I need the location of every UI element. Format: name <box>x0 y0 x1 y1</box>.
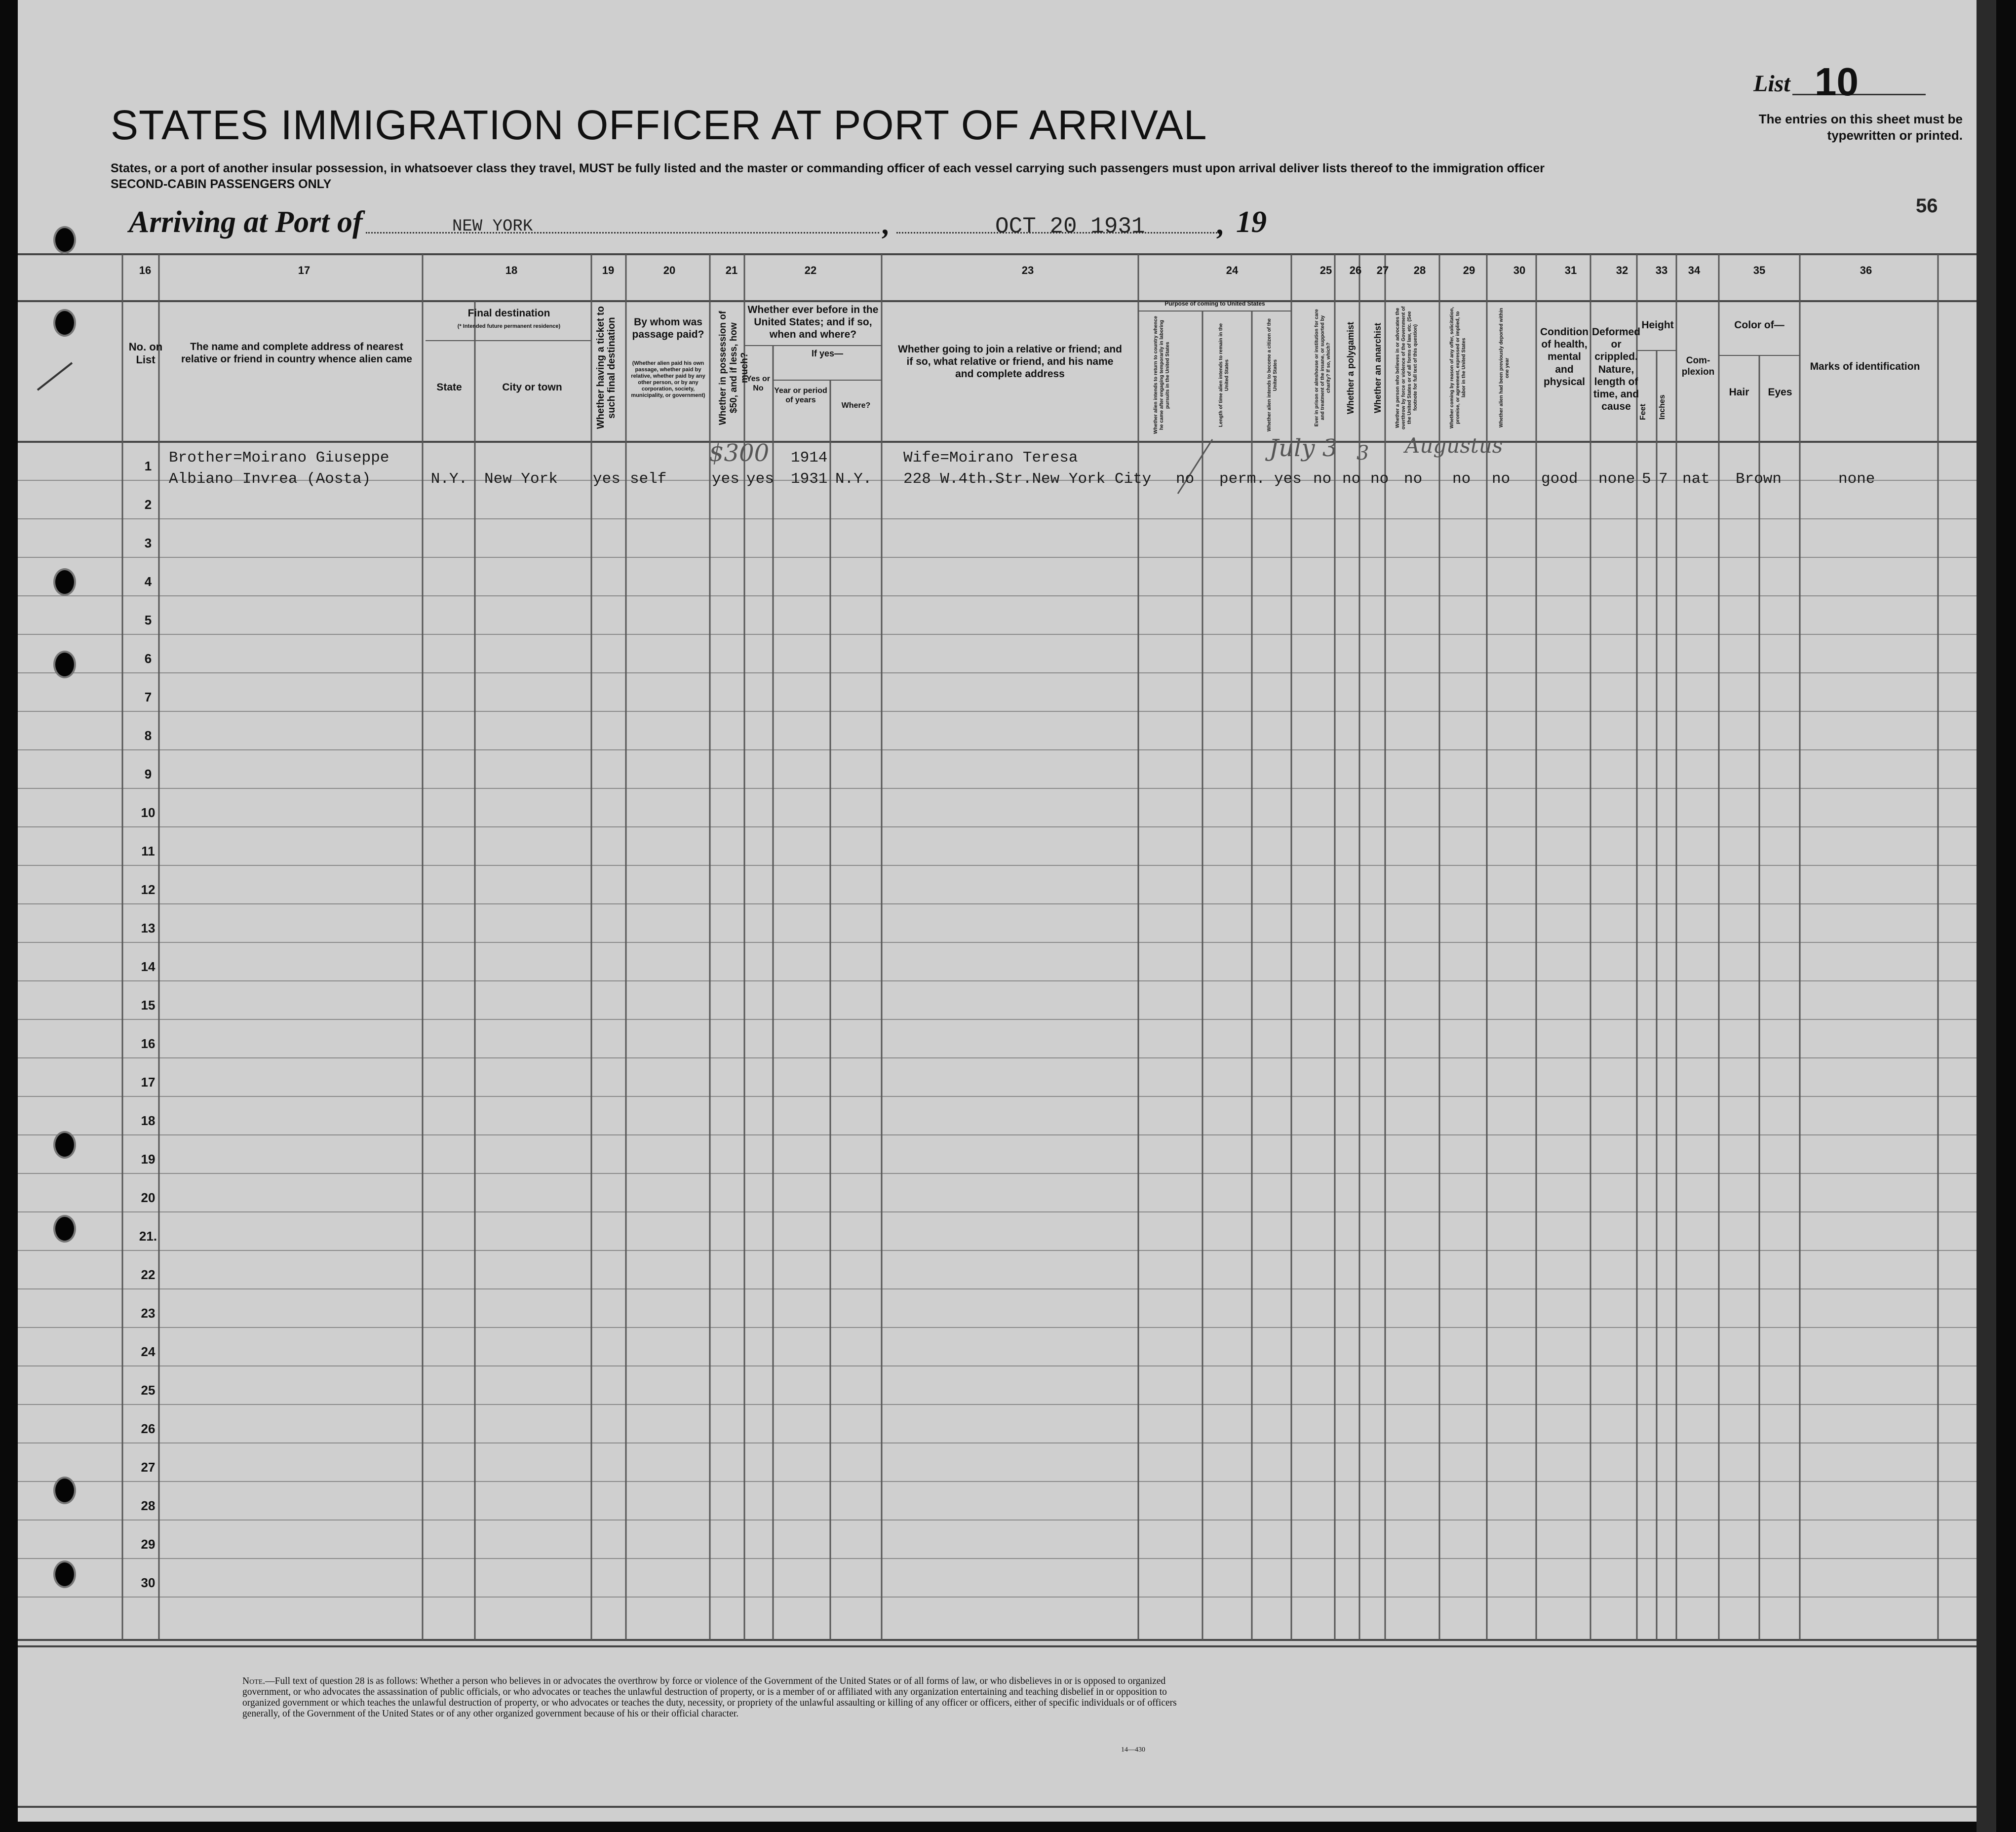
col-number: 18 <box>505 264 518 276</box>
entry-join-line-2: 228 W.4th.Str.New York City <box>903 470 1152 488</box>
entry-before-in-us: yes <box>746 470 774 488</box>
entry-marks: none <box>1838 470 1875 488</box>
row-number: 9 <box>144 767 152 781</box>
row-number: 18 <box>141 1113 155 1128</box>
row-number: 20 <box>141 1190 155 1205</box>
header-state: State <box>436 382 462 393</box>
header-city: City or town <box>502 382 562 393</box>
header-passage-paid: By whom was passage paid? <box>632 316 704 341</box>
entry-hair: Brown <box>1736 470 1782 488</box>
row-number: 12 <box>141 882 155 897</box>
header-purpose-citizen: Whether alien intends to become a citizen of the United States <box>1267 318 1278 432</box>
binder-hole <box>55 1133 74 1157</box>
row-number: 5 <box>144 613 152 627</box>
row-number: 30 <box>141 1575 155 1590</box>
row-number: 3 <box>144 536 152 550</box>
row-number: 10 <box>141 805 155 820</box>
header-if-yes: If yes— <box>811 349 844 358</box>
header-final-destination: Final destination <box>467 308 550 319</box>
row-number: 14 <box>141 959 155 974</box>
arrival-date: OCT 20 1931 <box>995 214 1145 239</box>
row-number: 2 <box>144 497 152 512</box>
entry-deported: no <box>1492 470 1511 488</box>
header-no-on-list: No. on List <box>128 341 163 366</box>
row-number: 4 <box>144 574 152 589</box>
binder-hole <box>55 1562 74 1586</box>
entry-inches: 7 <box>1659 470 1668 488</box>
entry-purpose-length: perm. <box>1219 470 1266 488</box>
header-color-of: Color of— <box>1734 319 1784 331</box>
col-number: 27 <box>1376 264 1389 276</box>
header-labor-offer: Whether coming by reason of any offer, solicitation, promise, or agreement, expressed or implied, to labor in the United States <box>1449 307 1467 429</box>
row-number: 11 <box>141 844 155 858</box>
arriving-port-label: Arriving at Port of <box>129 205 363 239</box>
subtitle-line-1: States, or a port of another insular possession, in whatsoever class they travel, MUST be fully listed and the master or commanding officer of each vessel carrying such passengers must upon arrival deliver lists thereof to the immigration officer <box>111 161 1545 175</box>
header-deported: Whether alien had been previously deported within one year <box>1499 308 1510 428</box>
header-final-destination-note: (* Intended future permanent residence) <box>457 323 561 329</box>
col-number: 16 <box>139 264 152 276</box>
header-health: Condition of health, mental and physical <box>1540 326 1589 388</box>
header-polygamist: Whether a polygamist <box>1346 321 1356 414</box>
header-passage-paid-note: (Whether alien paid his own passage, whether paid by relative, whether paid by any other person, or by any corporation, society, municipality, or government) <box>631 360 705 398</box>
entry-passage: self <box>630 470 667 488</box>
entry-money: yes <box>712 470 739 488</box>
col-number: 24 <box>1226 264 1239 276</box>
pencil-tick <box>38 363 72 390</box>
entry-relative-line-1: Brother=Moirano Giuseppe <box>169 449 389 467</box>
row-number: 25 <box>141 1383 155 1398</box>
row-number: 22 <box>141 1267 155 1282</box>
comma-1: , <box>883 208 890 240</box>
col-number: 26 <box>1349 264 1362 276</box>
col-number: 29 <box>1463 264 1475 276</box>
list-label: List <box>1753 71 1790 97</box>
header-complexion: Com- plexion <box>1681 355 1715 377</box>
row-number: 29 <box>141 1537 155 1552</box>
entry-deformed: none <box>1598 470 1635 488</box>
binder-hole <box>55 570 74 594</box>
col-number: 33 <box>1655 264 1668 276</box>
row-number: 24 <box>141 1344 155 1359</box>
entry-labor-offer: no <box>1452 470 1471 488</box>
header-nearest-relative: The name and complete address of nearest relative or friend in country whence alien came <box>181 341 412 365</box>
header-ticket: Whether having a ticket to such final destination <box>595 306 617 429</box>
row-number: 26 <box>141 1421 155 1436</box>
row-number: 7 <box>144 690 152 704</box>
entry-year-1: 1914 <box>791 449 828 467</box>
header-money: Whether in possession of $50, and if less, how much? <box>718 311 750 425</box>
header-where: Where? <box>841 401 871 410</box>
header-anarchist: Whether an anarchist <box>1373 322 1383 413</box>
handwritten-date-note: July 3 <box>1269 434 1338 462</box>
entry-health: good <box>1541 470 1578 488</box>
entry-purpose-citizen: yes <box>1274 470 1302 488</box>
binder-hole <box>55 1217 74 1241</box>
header-eyes: Eyes <box>1768 387 1792 398</box>
row-number: 16 <box>141 1036 155 1051</box>
header-inches: Inches <box>1658 394 1667 420</box>
col-number: 25 <box>1319 264 1332 276</box>
header-feet: Feet <box>1639 404 1647 421</box>
header-height: Height <box>1641 319 1674 331</box>
row-number: 13 <box>141 921 155 935</box>
entry-year-2: 1931 <box>791 470 828 488</box>
row-number: 1 <box>144 459 152 473</box>
binder-hole <box>55 228 74 252</box>
row-number: 23 <box>141 1306 155 1321</box>
header-yes-or-no: Yes or No <box>746 375 771 393</box>
entry-prison-charity: no <box>1313 470 1332 488</box>
row-number: 28 <box>141 1498 155 1513</box>
entry-ticket: yes <box>593 470 620 488</box>
comma-2: , <box>1217 208 1225 240</box>
entry-join-line-1: Wife=Moirano Teresa <box>903 449 1078 467</box>
header-purpose-return: Whether alien intends to return to country whence he came after engaging temporarily in laboring pursuits in the United States <box>1153 316 1170 434</box>
header-hair: Hair <box>1729 387 1749 398</box>
header-purpose-length: Length of time alien intends to remain in the United States <box>1218 323 1230 428</box>
entry-overthrow: no <box>1404 470 1423 488</box>
header-before-in-us: Whether ever before in the United States; and if so, when and where? <box>747 304 879 341</box>
col-number: 31 <box>1564 264 1577 276</box>
footnote <box>242 1676 1195 1719</box>
entry-where: N.Y. <box>835 470 872 488</box>
col-number: 21 <box>725 264 738 276</box>
footnote-lead: Note. <box>242 1676 266 1686</box>
header-marks-identification: Marks of identification <box>1810 361 1920 372</box>
col-number: 17 <box>298 264 310 276</box>
footnote-text: —Full text of question 28 is as follows: Whether a person who believes in or advocates the overthrow by force or violence of the Government of the United States or of all forms of law, or who disbelieves in or is opposed to organized government, or who advocates the assassination of public officials, or who advocates or teaches the unlawful destruction of property, or is a member of or affiliated with any organization entertaining and teaching disbelief in or opposition to organized government or which teaches the unlawful destruction of property, or who advocates or teaches the duty, necessity, or propriety of the unlawful assaulting or killing of any officer or officers, either of specific individuals or of officers generally, of the Government of the United States or of any other organized government because of his or their official character. <box>242 1676 1177 1719</box>
subtitle-line-2: SECOND-CABIN PASSENGERS ONLY <box>111 177 332 191</box>
col-number: 19 <box>602 264 615 276</box>
col-number: 32 <box>1616 264 1628 276</box>
row-number: 8 <box>144 728 152 743</box>
form-code: 14—430 <box>1121 1746 1145 1754</box>
row-number: 6 <box>144 651 152 666</box>
col-number: 35 <box>1753 264 1766 276</box>
header-deformed: Deformed or crippled. Nature, length of time, and cause <box>1591 326 1641 413</box>
page-number: 56 <box>1916 195 1938 217</box>
col-number: 36 <box>1860 264 1872 276</box>
handwritten-name-note: Augustus <box>1405 433 1503 458</box>
manifest-sheet <box>18 0 1979 1822</box>
entry-polygamist: no <box>1342 470 1361 488</box>
header-year-or-period: Year or period of years <box>774 387 827 405</box>
header-overthrow-question: Whether a person who believes in or advocates the overthrow by force or violence of the Government of the United States or of all forms of law, etc. (See footnote for full text of this question) <box>1395 306 1418 429</box>
handwritten-number-note: 3 <box>1357 442 1369 465</box>
list-number: 10 <box>1815 60 1859 104</box>
entry-purpose-return: no <box>1176 470 1195 488</box>
entry-state: N.Y. <box>430 470 468 488</box>
entry-complexion: nat <box>1682 470 1710 488</box>
header-purpose: Purpose of coming to United States <box>1164 300 1265 307</box>
typewritten-instructions: The entries on this sheet must be typewritten or printed. <box>1758 112 1963 143</box>
entry-city: New York <box>484 470 558 488</box>
binder-hole <box>55 311 74 335</box>
header-join-relative: Whether going to join a relative or friend; and if so, what relative or friend, and his name and complete address <box>898 344 1122 380</box>
col-number: 34 <box>1688 264 1701 276</box>
col-number: 23 <box>1021 264 1034 276</box>
binder-hole <box>55 1479 74 1502</box>
col-number: 22 <box>804 264 817 276</box>
entry-relative-line-2: Albiano Invrea (Aosta) <box>169 470 371 488</box>
port-value: NEW YORK <box>452 217 533 236</box>
binder-hole <box>55 653 74 676</box>
entry-feet: 5 <box>1642 470 1651 488</box>
page-title: STATES IMMIGRATION OFFICER AT PORT OF ARRIVAL <box>111 102 1207 148</box>
col-number: 20 <box>663 264 676 276</box>
handwritten-money-note: $300 <box>709 439 770 467</box>
page-edge-shadow <box>1977 0 1996 1832</box>
row-number: 19 <box>141 1152 155 1167</box>
col-number: 28 <box>1413 264 1426 276</box>
col-number: 30 <box>1513 264 1526 276</box>
row-number: 27 <box>141 1460 155 1475</box>
year-prefix: 19 <box>1236 205 1267 239</box>
row-number: 15 <box>141 998 155 1013</box>
header-prison-or-charity: Ever in prison or almshouse or institution for care and treatment of the insane, or supported by charity? If so, which? <box>1314 309 1331 427</box>
row-number: 21. <box>139 1229 157 1244</box>
entry-anarchist: no <box>1370 470 1389 488</box>
row-number: 17 <box>141 1075 155 1090</box>
